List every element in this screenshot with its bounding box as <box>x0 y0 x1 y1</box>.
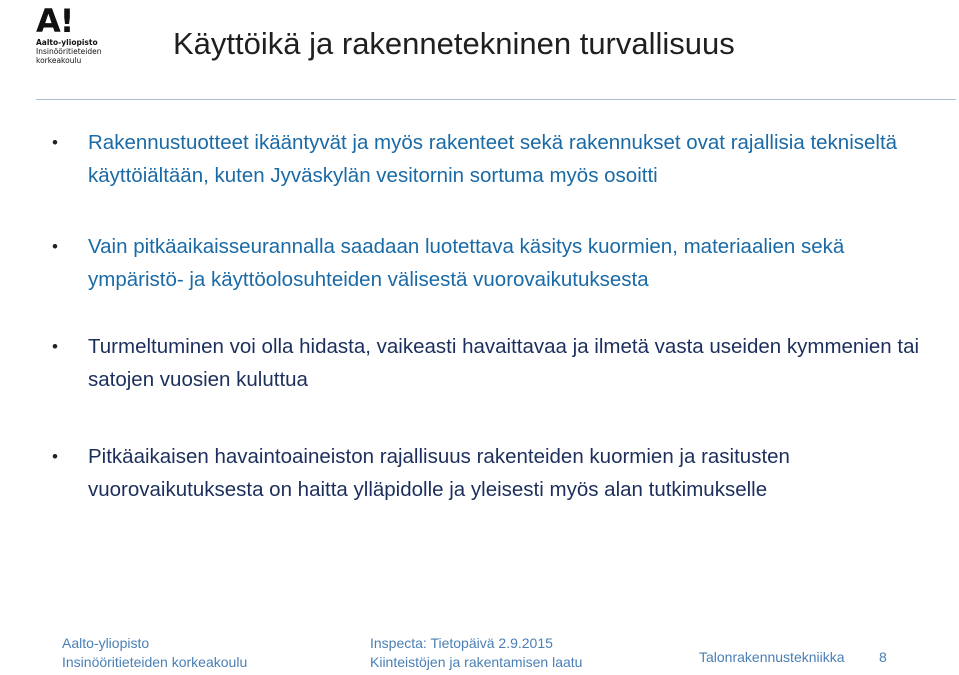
footer-organization <box>62 634 247 672</box>
logo-line-school-2: korkeakoulu <box>36 56 82 65</box>
bullet-dot-icon: • <box>52 337 58 356</box>
footer-event-topic: Kiinteistöjen ja rakentamisen laatu <box>370 654 583 670</box>
bullet-item <box>52 127 932 192</box>
bullet-text: Rakennustuotteet ikääntyvät ja myös rakenteet sekä rakennukset ovat rajallisia tekniseltä käyttöiältään, kuten Jyväskylän vesitornin sortuma myös osoitti <box>88 131 898 187</box>
footer-university: Aalto-yliopisto <box>62 635 150 651</box>
bullet-dot-icon: • <box>52 447 58 466</box>
footer-event <box>370 634 582 672</box>
bullet-text: Turmeltuminen voi olla hidasta, vaikeasti havaittavaa ja ilmetä vasta useiden kymmenien tai satojen vuosien kuluttua <box>88 335 920 391</box>
bullet-text: Pitkäaikaisen havaintoaineiston rajallisuus rakenteiden kuormien ja rasitusten vuorovaikutuksesta on haitta ylläpidolle ja yleisesti myös alan tutkimukselle <box>88 445 790 501</box>
bullet-item <box>52 231 932 296</box>
logo-line-university: Aalto-yliopisto <box>36 38 98 47</box>
footer-school: Insinööritieteiden korkeakoulu <box>62 654 248 670</box>
bullet-text: Vain pitkäaikaisseurannalla saadaan luotettava käsitys kuormien, materiaalien sekä ympäristö- ja käyttöolosuhteiden välisestä vuorovaikutuksesta <box>88 235 845 291</box>
aalto-logo <box>36 4 116 65</box>
bullet-list <box>52 127 932 506</box>
page-number: 8 <box>879 649 887 665</box>
slide-title: Käyttöikä ja rakennetekninen turvallisuus <box>173 26 735 61</box>
footer-department: Talonrakennustekniikka <box>699 649 845 665</box>
footer-event-name: Inspecta: Tietopäivä 2.9.2015 <box>370 635 553 651</box>
bullet-dot-icon: • <box>52 237 58 256</box>
title-divider <box>36 99 956 100</box>
bullet-dot-icon: • <box>52 133 58 152</box>
logo-mark: A! <box>36 2 74 40</box>
bullet-item <box>52 331 932 396</box>
bullet-item <box>52 441 932 506</box>
logo-line-school-1: Insinööritieteiden <box>36 47 102 56</box>
